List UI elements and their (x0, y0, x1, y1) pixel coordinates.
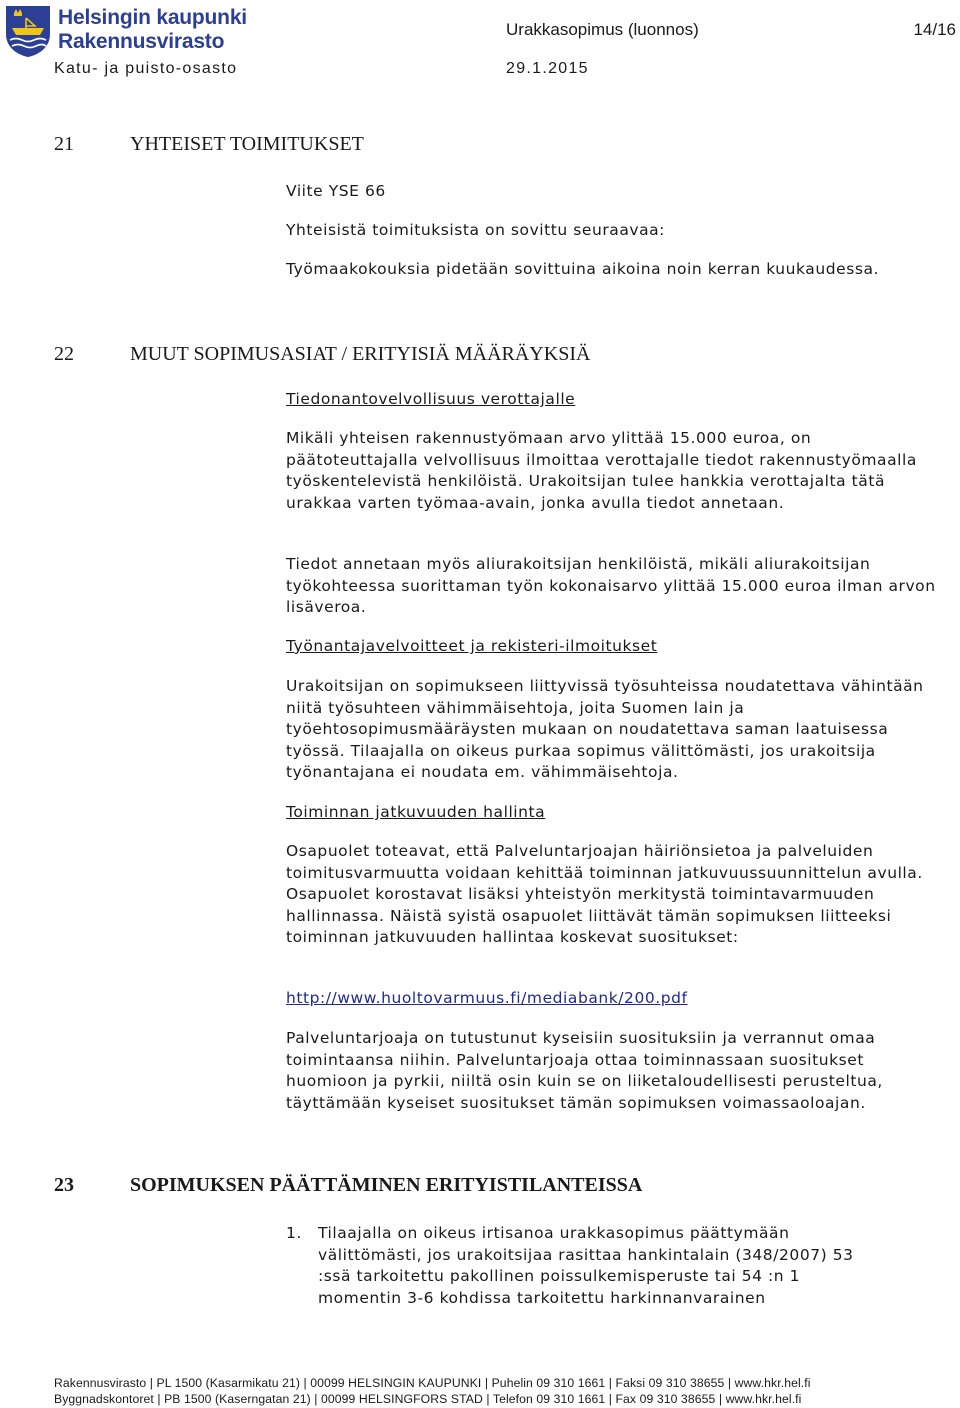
paragraph-tax-reporting: Mikäli yhteisen rakennustyömaan arvo ylittää 15.000 euroa, on päätoteuttajalla velvollisuus ilmoittaa verottajalle tiedot rakennustyömaalla työskentelevistä henkilöistä. Urakoitsijan tulee hankkia verottajalta tätä urakkaa varten työmaa-avain, jonka avulla tiedot annetaan. (286, 429, 917, 512)
division-name: Katu- ja puisto-osasto (54, 60, 238, 77)
subheading-tax-reporting: Tiedonantovelvollisuus verottajalle (286, 390, 576, 408)
section-21-meetings: Työmaakokouksia pidetään sovittuina aikoina noin kerran kuukaudessa. (286, 260, 879, 278)
list-item-number: 1. (286, 1224, 302, 1242)
paragraph-continuity: Osapuolet toteavat, että Palveluntarjoajan häiriönsietoa ja palveluiden toimitusvarmuutta voidaan kehittää toiminnan jatkuvuussuunnittelun avulla. Osapuolet korostavat lisäksi yhteistyön merkitystä toimintavarmuuden hallinnassa. Näistä syistä osapuolet liittävät tämän sopimuksen liitteeksi toiminnan jatkuvuuden hallintaa koskevat suositukset: (286, 842, 923, 947)
list-item-line-1: Tilaajalla on oikeus irtisanoa urakkasopimus päättymään (318, 1224, 790, 1242)
section-21-title: YHTEISET TOIMITUKSET (130, 133, 364, 155)
list-item-line-2: välittömästi, jos urakoitsijaa rasittaa hankintalain (348/2007) 53 (318, 1245, 854, 1264)
helsinki-crest-logo (4, 4, 52, 58)
paragraph-provider-commitment: Palveluntarjoaja on tutustunut kyseisiin suosituksiin ja verrannut omaa toimintaansa niihin. Palveluntarjoaja ottaa toiminnassaan suositukset huomioon ja pyrkii, niiltä osin kuin se on liiketaloudellisesti perusteltua, täyttämään kyseiset suositukset tämän sopimuksen voimassaoloajan. (286, 1029, 883, 1112)
recommendations-link[interactable]: http://www.huoltovarmuus.fi/mediabank/200.pdf (286, 989, 688, 1007)
paragraph-subcontractors: Tiedot annetaan myös aliurakoitsijan henkilöistä, mikäli aliurakoitsijan työkohteessa suorittaman työn kokonaisarvo ylittää 15.000 euroa ilman arvon lisäveroa. (286, 555, 936, 617)
section-22-title: MUUT SOPIMUSASIAT / ERITYISIÄ MÄÄRÄYKSIÄ (130, 343, 591, 365)
list-item-line-3: :ssä tarkoitettu pakollinen poissulkemisperuste tai 54 :n 1 (318, 1267, 801, 1286)
section-23-number: 23 (54, 1174, 74, 1196)
document-date: 29.1.2015 (506, 60, 589, 77)
section-21-reference: Viite YSE 66 (286, 182, 386, 200)
footer-address-finnish: Rakennusvirasto | PL 1500 (Kasarmikatu 21) | 00099 HELSINGIN KAUPUNKI | Puhelin 09 310 1661 | Faksi 09 310 38655 | www.hkr.hel.fi (54, 1376, 811, 1390)
section-23-title: SOPIMUKSEN PÄÄTTÄMINEN ERITYISTILANTEISSA (130, 1174, 643, 1196)
organization-name: Helsingin kaupunki (58, 6, 247, 29)
document-title: Urakkasopimus (luonnos) (506, 20, 699, 39)
list-item-line-4: momentin 3-6 kohdissa tarkoitettu harkinnanvarainen (318, 1288, 766, 1307)
section-21-intro: Yhteisistä toimituksista on sovittu seuraavaa: (286, 221, 665, 239)
subheading-employer-obligations: Työnantajavelvoitteet ja rekisteri-ilmoitukset (286, 637, 658, 655)
section-21-number: 21 (54, 133, 74, 155)
department-name: Rakennusvirasto (58, 30, 225, 53)
section-22-number: 22 (54, 343, 74, 365)
subheading-continuity: Toiminnan jatkuvuuden hallinta (286, 803, 546, 821)
paragraph-employer-obligations: Urakoitsijan on sopimukseen liittyvissä työsuhteissa noudatettava vähintään niitä työsuhteen vähimmäisehtoja, joita Suomen lain ja työehtosopimusmääräysten mukaan on noudatettava saman laatuisessa työssä. Tilaajalla on oikeus purkaa sopimus välittömästi, jos urakoitsija työnantajana ei noudata em. vähimmäisehtoja. (286, 677, 924, 782)
footer-address-swedish: Byggnadskontoret | PB 1500 (Kaserngatan 21) | 00099 HELSINGFORS STAD | Telefon 09 310 1661 | Fax 09 310 38655 | www.hkr.hel.fi (54, 1392, 802, 1406)
page-number: 14/16 (913, 20, 956, 39)
